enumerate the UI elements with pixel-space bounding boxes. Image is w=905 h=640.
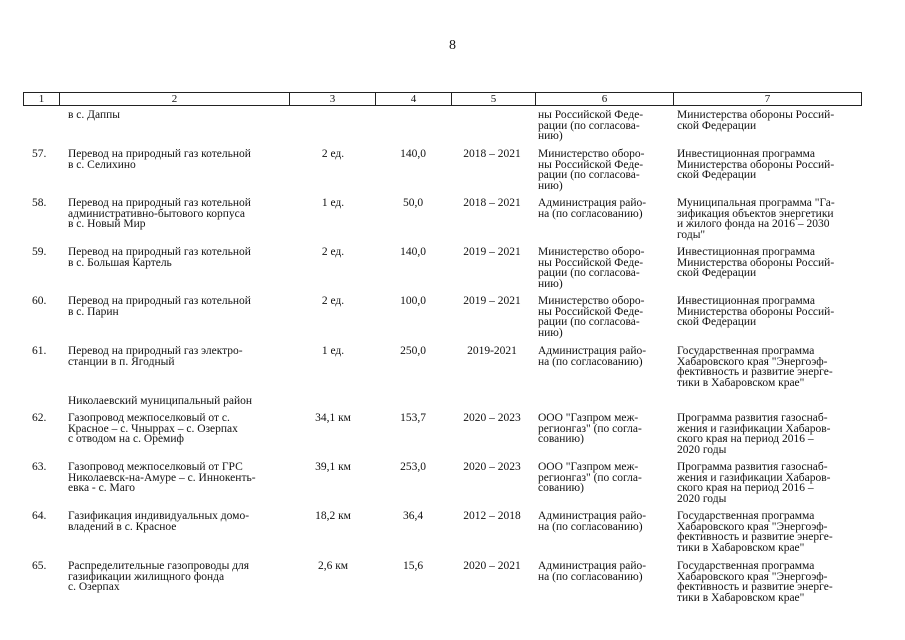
row-name: в с. Даппы — [68, 109, 120, 121]
row-quantity: 18,2 км — [315, 510, 351, 522]
row-name: Газопровод межпоселковый от ГРС Николаевск-на-Амуре – с. Иннокенть- евка - с. Маго — [68, 461, 256, 494]
row-number: 61. — [32, 345, 47, 357]
row-executor: Администрация райо- на (по согласованию) — [538, 197, 647, 220]
row-name: Газопровод межпоселковый от с. Красное – с. Чныррах – с. Озерпах с отводом на с. Оремиф — [68, 412, 238, 445]
row-program: Программа развития газоснаб- жения и газификации Хабаров- ского края на период 2016 – 2020 годы — [677, 461, 831, 505]
row-number: 65. — [32, 560, 47, 572]
row-cost: 140,0 — [400, 148, 426, 160]
row-program: Государственная программа Хабаровского края "Энергоэф- фективность и развитие энерге- тики в Хабаровском крае" — [677, 345, 833, 389]
row-name: Перевод на природный газ котельной в с. Парин — [68, 295, 251, 318]
row-term: 2020 – 2021 — [463, 560, 521, 572]
row-executor: Министерство оборо- ны Российской Феде- рации (по согласова- нию) — [538, 148, 645, 192]
row-cost: 50,0 — [402, 197, 424, 209]
row-number: 63. — [32, 461, 47, 473]
row-quantity: 2,6 км — [317, 560, 349, 572]
row-cost: 36,4 — [402, 510, 424, 522]
row-program: Государственная программа Хабаровского края "Энергоэф- фективность и развитие энерге- тики в Хабаровском крае" — [677, 560, 833, 604]
header-col-1: 1 — [24, 93, 60, 105]
row-quantity: 2 ед. — [321, 295, 345, 307]
row-name: Газификация индивидуальных домо- владений в с. Красное — [68, 510, 250, 533]
row-quantity: 1 ед. — [321, 345, 345, 357]
row-term: 2020 – 2023 — [463, 412, 521, 424]
header-col-6: 6 — [536, 93, 674, 105]
row-executor: ООО "Газпром меж- регионгаз" (по согла- сованию) — [538, 412, 642, 445]
row-term: 2019 – 2021 — [463, 295, 521, 307]
row-name: Перевод на природный газ котельной административно-бытового корпуса в с. Новый Мир — [68, 197, 251, 230]
row-quantity: 39,1 км — [315, 461, 351, 473]
table-header — [23, 92, 862, 106]
page-number: 8 — [449, 38, 456, 53]
row-program: Инвестиционная программа Министерства обороны Россий- ской Федерации — [677, 246, 835, 279]
row-number: 59. — [32, 246, 47, 258]
row-cost: 153,7 — [400, 412, 426, 424]
row-program: Инвестиционная программа Министерства обороны Россий- ской Федерации — [677, 148, 835, 181]
row-cost: 250,0 — [400, 345, 426, 357]
row-quantity: 34,1 км — [315, 412, 351, 424]
row-executor: ООО "Газпром меж- регионгаз" (по согла- сованию) — [538, 461, 642, 494]
row-term: 2019-2021 — [467, 345, 517, 357]
row-program: Министерства обороны Россий- ской Федерации — [677, 109, 835, 132]
row-executor: Администрация райо- на (по согласованию) — [538, 560, 647, 583]
row-executor: Администрация райо- на (по согласованию) — [538, 510, 647, 533]
row-cost: 100,0 — [400, 295, 426, 307]
row-number: 62. — [32, 412, 47, 424]
section-title: Николаевский муниципальный район — [68, 395, 253, 407]
row-term: 2018 – 2021 — [463, 148, 521, 160]
row-program: Государственная программа Хабаровского края "Энергоэф- фективность и развитие энерге- тики в Хабаровском крае" — [677, 510, 833, 554]
row-number: 64. — [32, 510, 47, 522]
row-term: 2019 – 2021 — [463, 246, 521, 258]
row-quantity: 1 ед. — [321, 197, 345, 209]
header-col-5: 5 — [452, 93, 536, 105]
row-executor: ны Российской Феде- рации (по согласова- нию) — [538, 109, 644, 142]
row-executor: Министерство оборо- ны Российской Феде- рации (по согласова- нию) — [538, 246, 645, 290]
header-col-4: 4 — [376, 93, 452, 105]
row-name: Перевод на природный газ котельной в с. Селихино — [68, 148, 251, 171]
header-col-3: 3 — [290, 93, 376, 105]
row-program: Инвестиционная программа Министерства обороны Россий- ской Федерации — [677, 295, 835, 328]
row-cost: 15,6 — [402, 560, 424, 572]
row-name: Распределительные газопроводы для газификации жилищного фонда с. Озерпах — [68, 560, 250, 593]
row-number: 57. — [32, 148, 47, 160]
row-number: 60. — [32, 295, 47, 307]
row-executor: Министерство оборо- ны Российской Феде- рации (по согласова- нию) — [538, 295, 645, 339]
row-executor: Администрация райо- на (по согласованию) — [538, 345, 647, 368]
row-program: Программа развития газоснаб- жения и газификации Хабаров- ского края на период 2016 – 2020 годы — [677, 412, 831, 456]
row-name: Перевод на природный газ котельной в с. Большая Картель — [68, 246, 251, 269]
row-cost: 253,0 — [400, 461, 426, 473]
row-term: 2012 – 2018 — [463, 510, 521, 522]
row-term: 2020 – 2023 — [463, 461, 521, 473]
row-program: Муниципальная программа "Га- зификация объектов энергетики и жилого фонда на 2016 – 2030 годы" — [677, 197, 835, 241]
row-cost: 140,0 — [400, 246, 426, 258]
header-col-7: 7 — [764, 93, 771, 105]
row-quantity: 2 ед. — [321, 246, 345, 258]
row-term: 2018 – 2021 — [463, 197, 521, 209]
row-number: 58. — [32, 197, 47, 209]
header-col-2: 2 — [60, 93, 290, 105]
row-quantity: 2 ед. — [321, 148, 345, 160]
row-name: Перевод на природный газ электро- станции в п. Ягодный — [68, 345, 243, 368]
